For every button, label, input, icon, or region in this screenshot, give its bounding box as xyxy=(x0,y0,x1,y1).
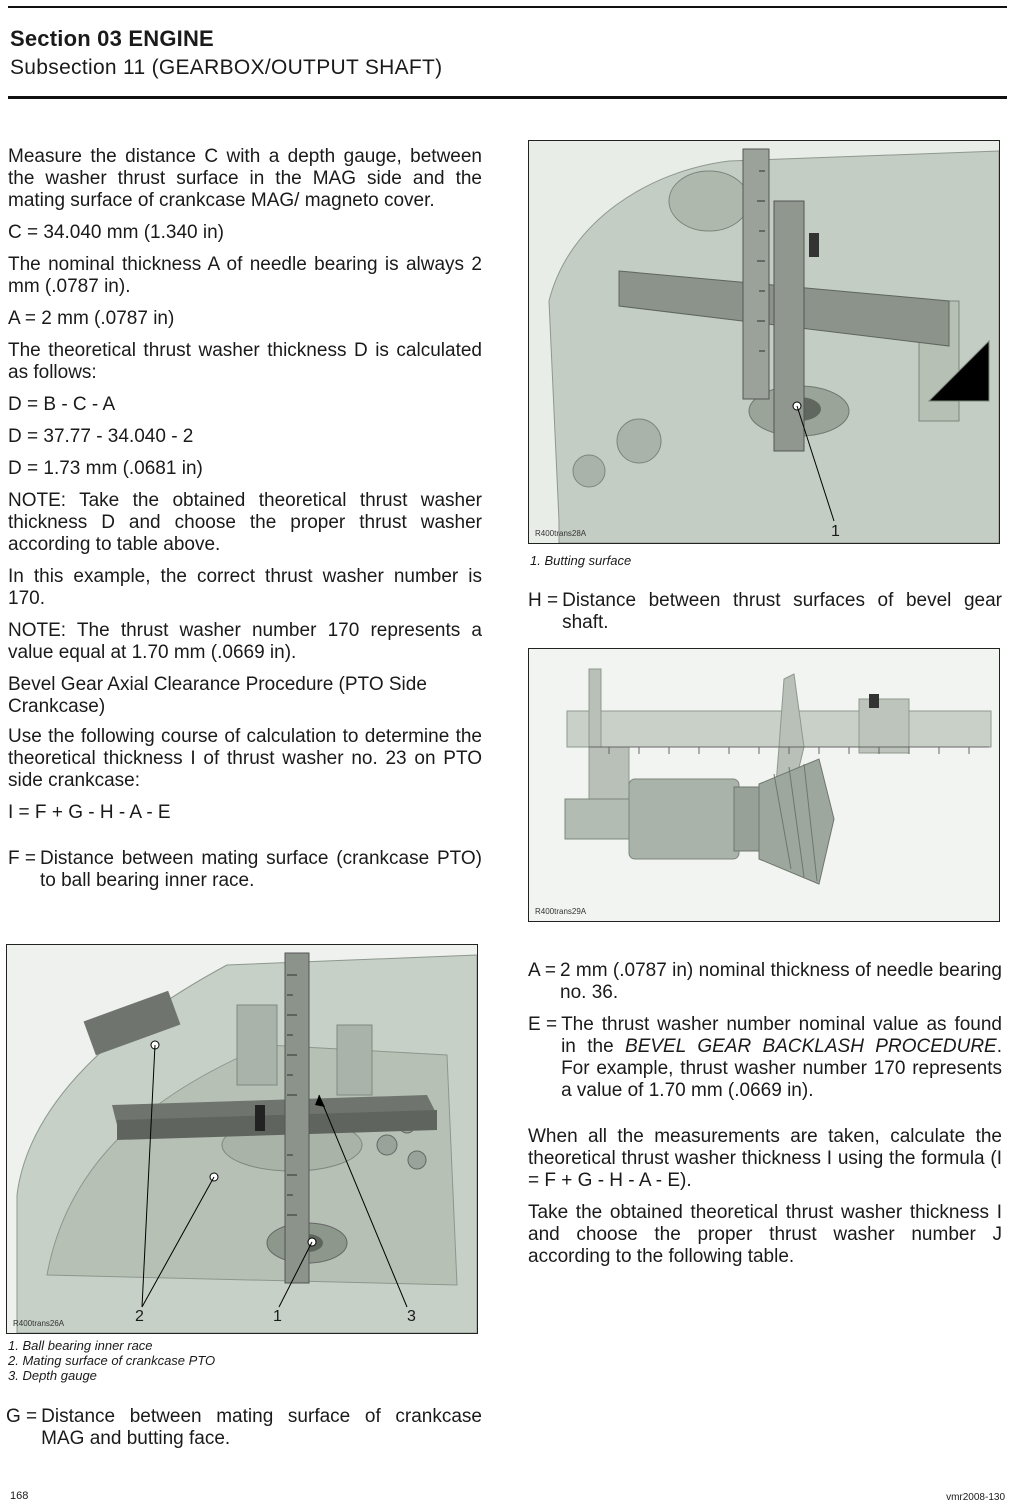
definition-g-text: Distance between mating surface of crankcase MAG and butting face. xyxy=(41,1406,482,1449)
page-number: 168 xyxy=(10,1490,29,1502)
subsection-title: Subsection 11 (GEARBOX/OUTPUT SHAFT) xyxy=(10,56,443,79)
figure-crankcase-pto xyxy=(6,944,478,1334)
definition-e-key: E = xyxy=(528,1014,558,1035)
heading-bevel-gear: Bevel Gear Axial Clearance Procedure (PTO Side Crankcase) xyxy=(8,674,427,717)
header-bottom-rule xyxy=(8,96,1007,99)
section-title: Section 03 ENGINE xyxy=(10,26,214,51)
definition-e-text-pre: The thrust washer number nominal value as found in the xyxy=(561,1014,1002,1057)
definition-g xyxy=(6,1406,482,1450)
definition-f-key: F = xyxy=(8,848,36,869)
paragraph-calculate: When all the measurements are taken, calculate the theoretical thrust washer thickness I using the formula (I = F + G - H - A - E). xyxy=(528,1126,1002,1191)
butting-surface-illustration xyxy=(529,141,999,543)
equation-i: I = F + G - H - A - E xyxy=(8,802,171,823)
definition-a-key: A = xyxy=(528,960,556,981)
equation-d-2: D = 37.77 - 34.040 - 2 xyxy=(8,426,194,447)
definition-e-text-post: . For example, thrust washer number 170 represents a value of 1.70 mm (.0669 in). xyxy=(561,1036,1002,1101)
figure-26-caption xyxy=(8,1338,215,1383)
definition-g-block xyxy=(6,1406,482,1460)
document-code: vmr2008-130 xyxy=(946,1492,1005,1503)
paragraph-nominal-a: The nominal thickness A of needle bearing is always 2 mm (.0787 in). xyxy=(8,254,482,297)
callout-2: 2 xyxy=(135,1308,144,1325)
caption-item-1: 1. Ball bearing inner race xyxy=(8,1338,153,1353)
caption-item-2: 2. Mating surface of crankcase PTO xyxy=(8,1353,216,1368)
bevel-gear-shaft-illustration xyxy=(529,649,999,921)
caption-item-3: 3. Depth gauge xyxy=(8,1368,97,1383)
callout-butting-surface: 1 xyxy=(831,523,840,540)
figure-bevel-gear-shaft xyxy=(528,648,1000,922)
definition-e xyxy=(528,1014,1002,1102)
note-take-obtained: NOTE: Take the obtained theoretical thrust washer thickness D and choose the proper thrust washer according to table above. xyxy=(8,490,482,555)
value-a: A = 2 mm (.0787 in) xyxy=(8,308,175,329)
right-column-top xyxy=(528,590,1002,644)
definition-a xyxy=(528,960,1002,1004)
definition-e-procedure-ref: BEVEL GEAR BACKLASH PROCEDURE xyxy=(625,1036,997,1057)
definition-h xyxy=(528,590,1002,634)
definition-h-key: H = xyxy=(528,590,559,611)
left-column xyxy=(8,146,482,902)
equation-d-3: D = 1.73 mm (.0681 in) xyxy=(8,458,203,479)
definition-g-key: G = xyxy=(6,1406,38,1427)
callout-3: 3 xyxy=(407,1308,416,1325)
paragraph-calculation: Use the following course of calculation to determine the theoretical thickness I of thrust washer no. 23 on PTO side crankcase: xyxy=(8,726,482,791)
paragraph-measure-c: Measure the distance C with a depth gauge, between the washer thrust surface in the MAG side and the mating surface of crankcase MAG/ magneto cover. xyxy=(8,146,482,211)
paragraph-thickness-d: The theoretical thrust washer thickness D is calculated as follows: xyxy=(8,340,482,383)
definition-f xyxy=(8,848,482,892)
definition-h-text: Distance between thrust surfaces of bevel gear shaft. xyxy=(562,590,1002,633)
equation-d-1: D = B - C - A xyxy=(8,394,116,415)
definition-f-text: Distance between mating surface (crankcase PTO) to ball bearing inner race. xyxy=(39,848,482,891)
figure-29-id: R400trans29A xyxy=(535,907,587,916)
right-column-bottom xyxy=(528,960,1002,1268)
value-c: C = 34.040 mm (1.340 in) xyxy=(8,222,224,243)
definition-a-text: 2 mm (.0787 in) nominal thickness of needle bearing no. 36. xyxy=(560,960,1002,1003)
definition-e-text xyxy=(561,1014,1002,1102)
figure-28-caption: 1. Butting surface xyxy=(530,553,632,568)
note-washer-170: NOTE: The thrust washer number 170 represents a value equal at 1.70 mm (.0669 in). xyxy=(8,620,482,663)
figure-26-id: R400trans26A xyxy=(13,1319,65,1328)
figure-butting-surface xyxy=(528,140,1000,544)
figure-28-id: R400trans28A xyxy=(535,529,587,538)
callout-1: 1 xyxy=(273,1308,282,1325)
paragraph-example: In this example, the correct thrust washer number is 170. xyxy=(8,566,482,609)
paragraph-choose-washer: Take the obtained theoretical thrust washer thickness I and choose the proper thrust washer number J according to the following table. xyxy=(528,1202,1002,1267)
crankcase-pto-illustration xyxy=(7,945,477,1333)
header-top-rule xyxy=(8,6,1007,8)
